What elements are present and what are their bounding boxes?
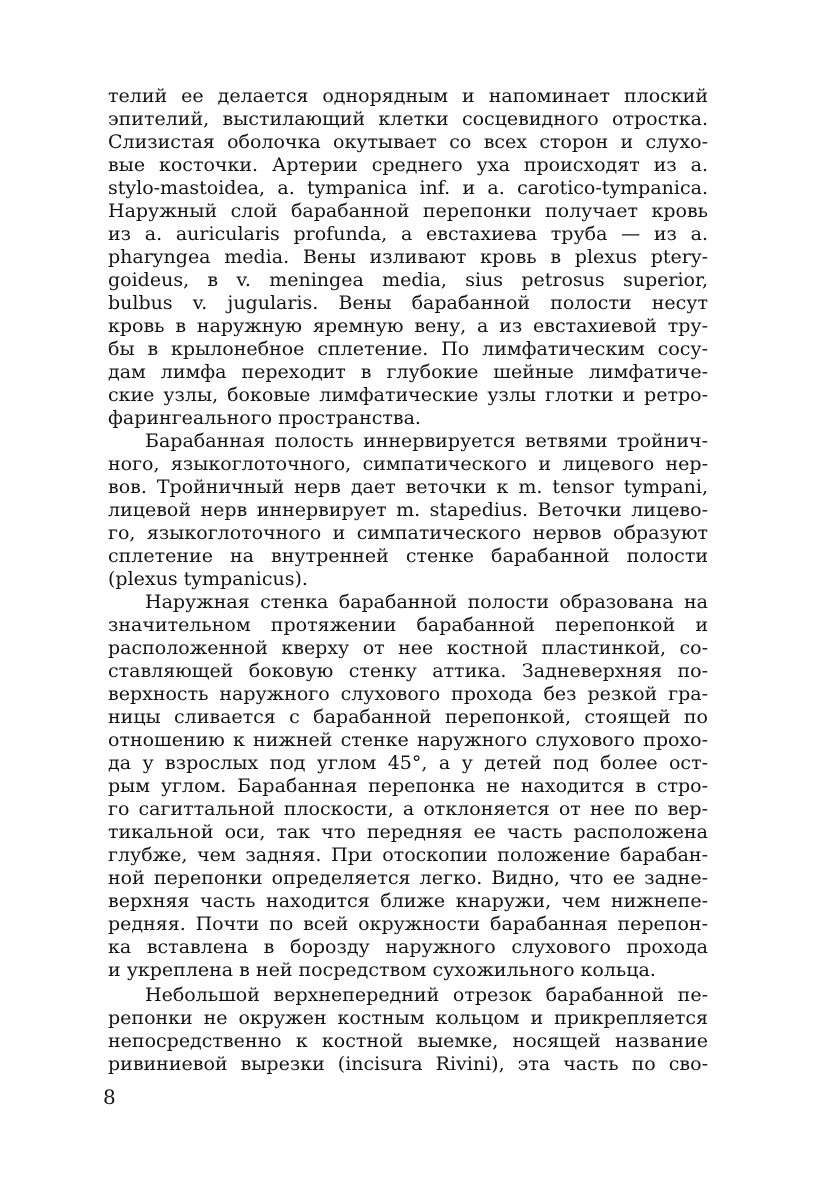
paragraph-first-line: Наружная стенка барабанной полости образована на (145, 591, 708, 613)
text-line: репонки не окружен костным кольцом и прикрепляется (108, 1007, 708, 1029)
text-line: да у взрослых под углом 45°, а у детей под более ост- (108, 752, 708, 774)
text-line: верхняя часть находится ближе кнаружи, чем нижнепе- (108, 890, 708, 912)
text-line: ка вставлена в борозду наружного слухового прохода (108, 936, 708, 958)
text-line: дам лимфа переходит в глубокие шейные лимфатиче- (108, 361, 708, 383)
text-line: ские узлы, боковые лимфатические узлы глотки и ретро- (108, 384, 708, 406)
text-line: го, языкоглоточного и симпатического нервов образуют (108, 522, 708, 544)
text-line: Наружный слой барабанной перепонки получает кровь (108, 200, 708, 222)
text-line: ставляющей боковую стенку аттика. Задневерхняя по- (108, 660, 708, 682)
text-line: редняя. Почти по всей окружности барабанная перепон- (108, 913, 708, 935)
page-number: 8 (103, 1085, 116, 1109)
text-line: непосредственно к костной выемке, носящей название (108, 1030, 708, 1052)
text-line: pharyngea media. Вены изливают кровь в plexus ptery- (108, 246, 708, 268)
text-line: goideus, в v. meningea media, sius petrosus superior, (108, 269, 708, 291)
paragraph-first-line: Барабанная полость иннервируется ветвями тройнич- (145, 430, 708, 452)
text-line: и укреплена в ней посредством сухожильного кольца. (108, 959, 656, 981)
text-line: Слизистая оболочка окутывает со всех сторон и слухо- (108, 131, 708, 153)
paragraph-first-line: Небольшой верхнепередний отрезок барабанной пе- (145, 984, 708, 1006)
text-line: тикальной оси, так что передняя ее часть расположена (108, 821, 708, 843)
text-line: телий ее делается однорядным и напоминает плоский (108, 85, 708, 107)
text-line: эпителий, выстилающий клетки сосцевидного отростка. (108, 108, 708, 130)
text-line: из a. auricularis profunda, а евстахиева труба — из a. (108, 223, 708, 245)
text-line: ривиниевой вырезки (incisura Rivini), эта часть по сво- (108, 1053, 708, 1075)
text-line: ного, языкоглоточного, симпатического и лицевого нер- (108, 453, 708, 475)
text-line: сплетение на внутренней стенке барабанной полости (108, 545, 708, 567)
text-line: верхность наружного слухового прохода без резкой гра- (108, 683, 708, 705)
text-line: значительном протяжении барабанной перепонкой и (108, 614, 708, 636)
text-line: расположенной кверху от нее костной пластинкой, со- (108, 637, 708, 659)
text-line: го сагиттальной плоскости, а отклоняется от нее по вер- (108, 798, 708, 820)
text-line: глубже, чем задняя. При отоскопии положение барабан- (108, 844, 708, 866)
text-line: stylo-mastoidea, a. tympanica inf. и a. carotico-tympanica. (108, 177, 708, 199)
text-line: фарингеального пространства. (108, 407, 421, 429)
text-line: ницы сливается с барабанной перепонкой, стоящей по (108, 706, 708, 728)
text-line: отношению к нижней стенке наружного слухового прохо- (108, 729, 708, 751)
text-line: bulbus v. jugularis. Вены барабанной полости несут (108, 292, 708, 314)
text-line: кровь в наружную яремную вену, а из евстахиевой тру- (108, 315, 708, 337)
text-line: вов. Тройничный нерв дает веточки к m. tensor tympani, (108, 476, 708, 498)
text-line: лицевой нерв иннервирует m. stapedius. Веточки лицево- (108, 499, 708, 521)
text-line: бы в крылонебное сплетение. По лимфатическим сосу- (108, 338, 708, 360)
text-line: ной перепонки определяется легко. Видно, что ее задне- (108, 867, 708, 889)
text-line: (plexus tympanicus). (108, 568, 308, 590)
text-line: рым углом. Барабанная перепонка не находится в стро- (108, 775, 708, 797)
text-line: вые косточки. Артерии среднего уха происходят из a. (108, 154, 708, 176)
